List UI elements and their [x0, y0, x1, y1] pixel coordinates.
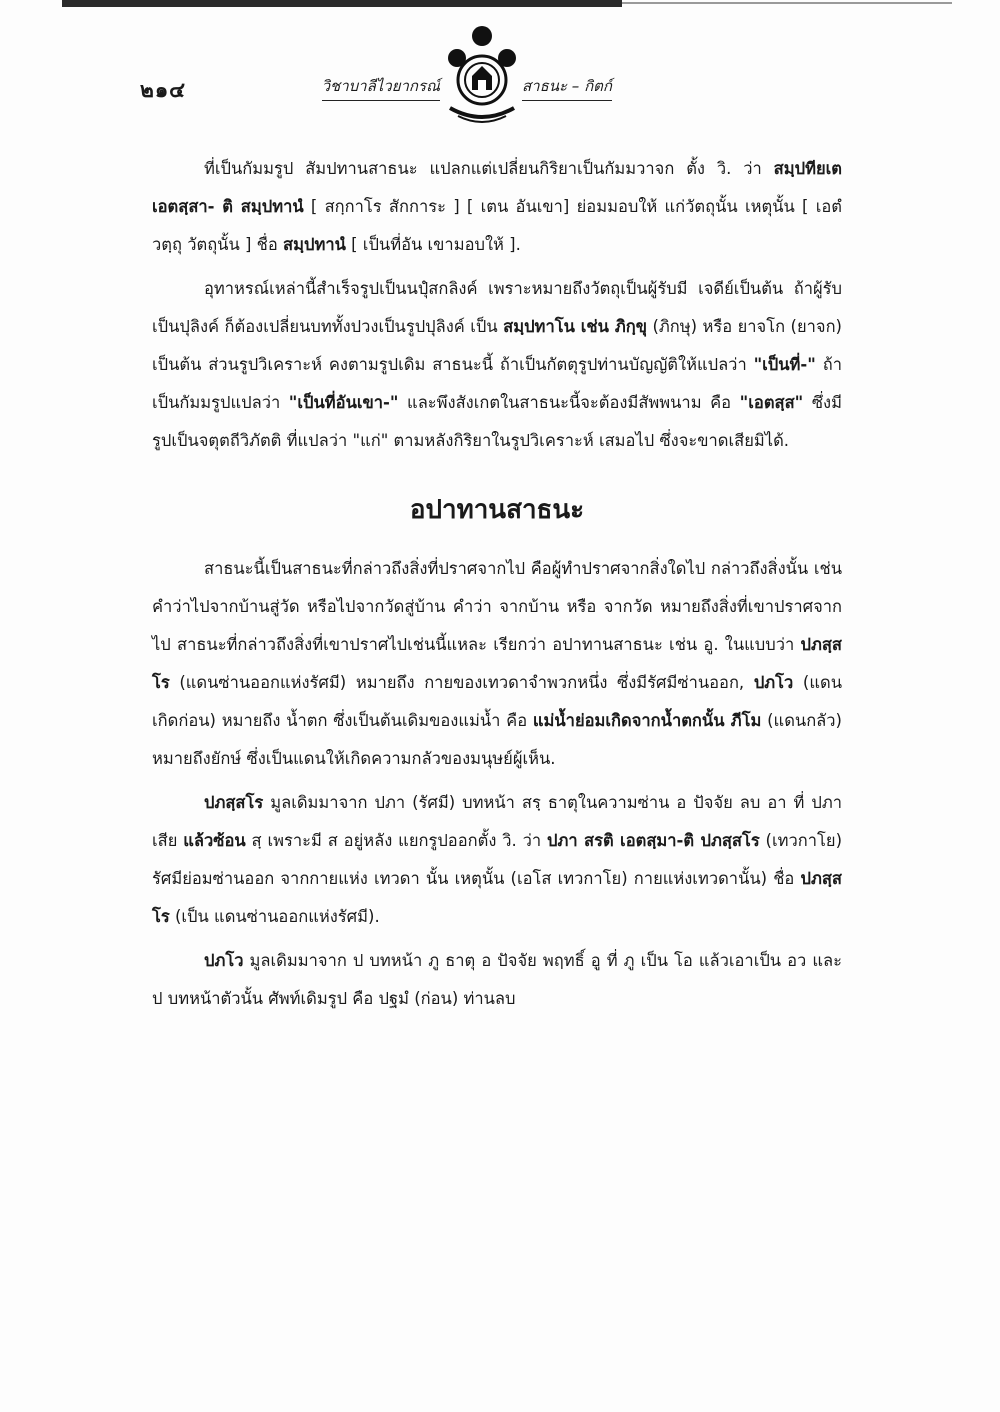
- scan-edge-bar: [62, 0, 622, 7]
- paragraph-pabhava: ปภโว มูลเดิมมาจาก ป บทหน้า ภู ธาตุ อ ปัจจัย พฤทธิ์ อู ที่ ภู เป็น โอ แล้วเอาเป็น อว และ ป บทหน้าตัวนั้น ศัพท์เดิมรูป คือ ปฐมํ (ก่อน) ท่านลบ: [152, 951, 842, 1008]
- paragraph-examples-gender: อุทาหรณ์เหล่านี้สำเร็จรูปเป็นนปุํสกลิงค์ เพราะหมายถึงวัตถุเป็นผู้รับมี เจดีย์เป็นต้น ถ้าผู้รับเป็นปุลิงค์ ก็ต้องเปลี่ยนบททั้งปวงเป็นรูปปุลิงค์ เป็น สมฺปทาโน เช่น ภิกฺขุ (ภิกษุ) หรือ ยาจโก (ยาจก) เป็นต้น ส่วนรูปวิเคราะห์ คงตามรูปเดิม สาธนะนี้ ถ้าเป็นกัตตุรูปท่านบัญญัติให้แปลว่า "เป็นที่-" ถ้าเป็นกัมมรูปแปลว่า "เป็นที่อันเขา-" และพึงสังเกตในสาธนะนี้จะต้องมีสัพพนาม คือ "เอตสฺส" ซึ่งมีรูปเป็นจตุตถีวิภัตติ ที่แปลว่า "แก่" ตามหลังกิริยาในรูปวิเคราะห์ เสมอไป ซึ่งจะขาดเสียมิได้.: [152, 279, 842, 450]
- paragraph-pabhassara: ปภสฺสโร มูลเดิมมาจาก ปภา (รัศมี) บทหน้า สรฺ ธาตุในความซ่าน อ ปัจจัย ลบ อา ที่ ปภา เสีย แล้วซ้อน สฺ เพราะมี ส อยู่หลัง แยกรูปออกตั้ง วิ. ว่า ปภา สรติ เอตสฺมา-ติ ปภสฺสโร (เทวกาโย) รัศมีย่อมซ่านออก จากกายแห่ง เทวดา นั้น เหตุนั้น (เอโส เทวกาโย) กายแห่งเทวดานั้น) ชื่อ ปภสฺสโร (เป็น แดนซ่านออกแห่งรัศมี).: [152, 793, 843, 926]
- page-number: ๒๑๔: [140, 78, 187, 102]
- running-title-right: สาธนะ – กิตก์: [522, 74, 612, 101]
- paragraph-sampadana-kamma: ที่เป็นกัมมรูป สัมปทานสาธนะ แปลกแต่เปลี่ยนกิริยาเป็นกัมมวาจก ตั้ง วิ. ว่า สมฺปทียเต เอตสฺสา- ติ สมฺปทานํ [ สกฺกาโร สักการะ ] [ เตน อันเขา] ย่อมมอบให้ แก่วัตถุนั้น เหตุนั้น [ เอตํ วตฺถุ วัตถุนั้น ] ชื่อ สมฺปทานํ [ เป็นที่อัน เขามอบให้ ].: [152, 159, 842, 254]
- institution-seal-icon: [440, 24, 524, 128]
- section-heading: อปาทานสาธนะ: [409, 495, 585, 525]
- page-body: [152, 150, 842, 1018]
- page-header: [0, 24, 1000, 134]
- paragraph-apadana-definition: สาธนะนี้เป็นสาธนะที่กล่าวถึงสิ่งที่ปราศจากไป คือผู้ทำปราศจากสิ่งใดไป กล่าวถึงสิ่งนั้น เช่นคำว่าไปจากบ้านสู่วัด หรือไปจากวัดสู่บ้าน คำว่า จากบ้าน หรือ จากวัด หมายถึงสิ่งที่เขาปราศจากไป สาธนะที่กล่าวถึงสิ่งที่เขาปราศไปเช่นนี้แหละ เรียกว่า อปาทานสาธนะ เช่น อู. ในแบบว่า ปภสฺสโร (แดนซ่านออกแห่งรัศมี) หมายถึง กายของเทวดาจำพวกหนึ่ง ซึ่งมีรัศมีซ่านออก, ปภโว (แดนเกิดก่อน) หมายถึง น้ำตก ซึ่งเป็นต้นเดิมของแม่น้ำ คือ แม่น้ำย่อมเกิดจากน้ำตกนั้น ภีโม (แดนกลัว) หมายถึงยักษ์ ซึ่งเป็นแดนให้เกิดความกลัวของมนุษย์ผู้เห็น.: [152, 559, 842, 768]
- running-title-left: วิชาบาลีไวยากรณ์: [322, 74, 440, 101]
- scan-edge-line: [622, 2, 952, 4]
